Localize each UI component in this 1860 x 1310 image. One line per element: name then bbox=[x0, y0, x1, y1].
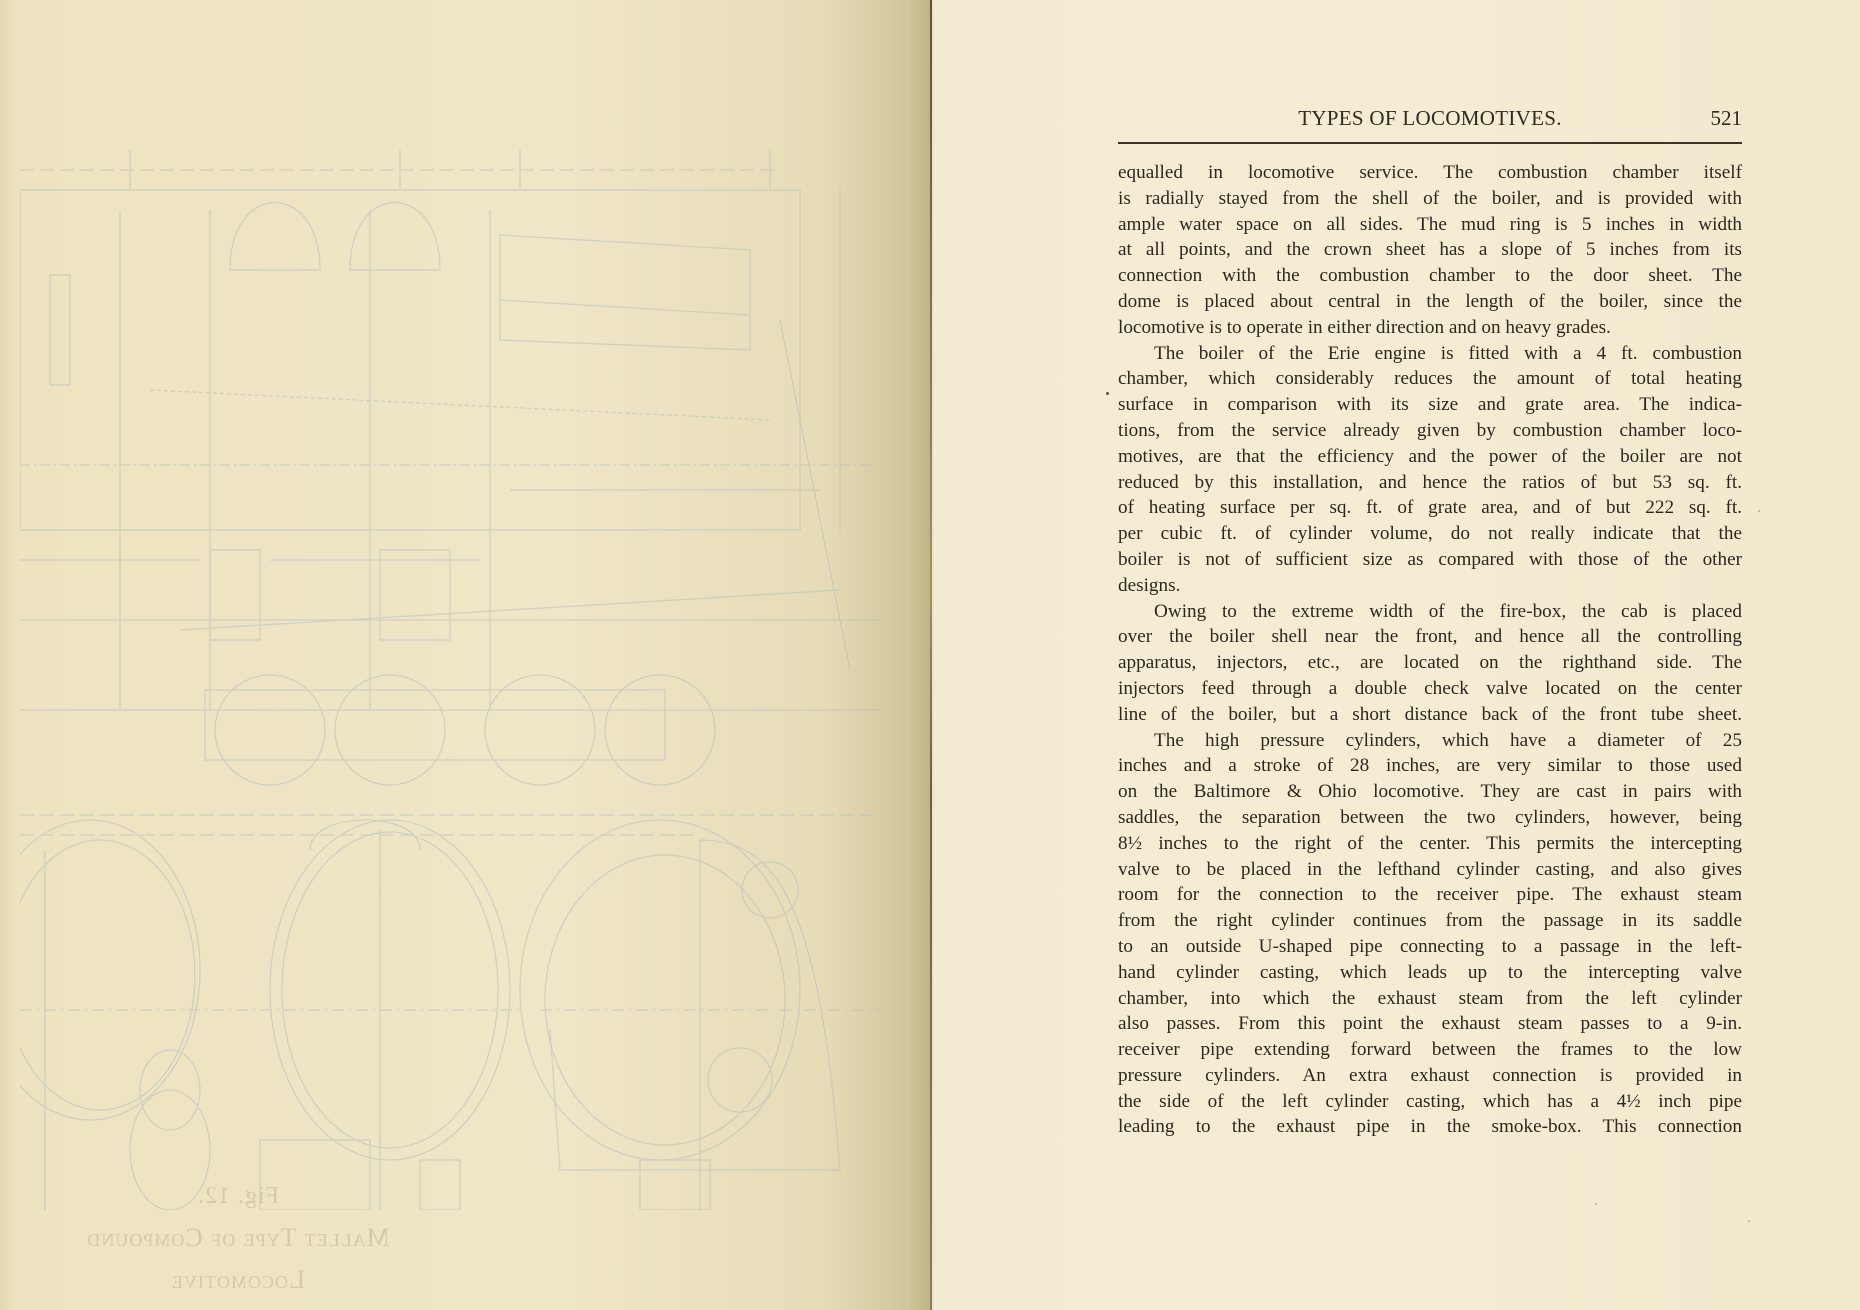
text-line: equalled in locomotive service. The combustion chamber itself bbox=[1118, 162, 1742, 183]
text-line: line of the boiler, but a short distance back of the front tube sheet. bbox=[1118, 703, 1742, 725]
text-line: chamber, which considerably reduces the amount of total heating bbox=[1118, 368, 1742, 390]
paragraph bbox=[1118, 599, 1742, 728]
text-line: over the boiler shell near the front, and hence all the controlling bbox=[1118, 626, 1742, 648]
text-line: to an outside U-shaped pipe connecting to a passage in the left- bbox=[1118, 935, 1742, 957]
text-line: 8½ inches to the right of the center. This permits the intercepting bbox=[1118, 832, 1742, 854]
text-line: injectors feed through a double check valve located on the center bbox=[1118, 677, 1742, 699]
text-line: on the Baltimore & Ohio locomotive. They are cast in pairs with bbox=[1118, 781, 1742, 803]
text-line: reduced by this installation, and hence the ratios of but 53 sq. ft. bbox=[1118, 471, 1742, 493]
bleed-figure-number: Fig. 12. bbox=[197, 1183, 280, 1209]
bleed-figure-title: Mallet Type of Compound Locomotive bbox=[86, 1223, 390, 1294]
text-line: saddles, the separation between the two cylinders, however, being bbox=[1118, 806, 1742, 828]
left-page-edge bbox=[0, 0, 14, 1310]
text-line: room for the connection to the receiver pipe. The exhaust steam bbox=[1118, 884, 1742, 906]
paper-speck bbox=[1595, 1203, 1597, 1205]
text-line: receiver pipe extending forward between the frames to the low bbox=[1118, 1039, 1742, 1061]
text-line: valve to be placed in the lefthand cylinder casting, and also gives bbox=[1118, 858, 1742, 880]
text-line: designs. bbox=[1118, 574, 1181, 596]
text-line: the side of the left cylinder casting, which has a 4½ inch pipe bbox=[1118, 1090, 1742, 1112]
text-line: inches and a stroke of 28 inches, are very similar to those used bbox=[1118, 755, 1742, 777]
paragraph bbox=[1118, 160, 1742, 341]
text-line: boiler is not of sufficient size as compared with those of the other bbox=[1118, 548, 1742, 570]
paper-speck bbox=[1748, 1220, 1750, 1222]
paragraph bbox=[1118, 728, 1742, 1141]
bleed-through-caption bbox=[28, 1175, 448, 1301]
text-line: Owing to the extreme width of the fire-box, the cab is placed bbox=[1154, 600, 1742, 622]
header-rule bbox=[1118, 142, 1742, 144]
text-line: per cubic ft. of cylinder volume, do not really indicate that the bbox=[1118, 523, 1742, 545]
text-line: connection with the combustion chamber to the door sheet. The bbox=[1118, 265, 1742, 287]
text-line: is radially stayed from the shell of the boiler, and is provided with bbox=[1118, 187, 1742, 209]
text-line: motives, are that the efficiency and the power of the boiler are not bbox=[1118, 445, 1742, 467]
text-line: The high pressure cylinders, which have a diameter of 25 bbox=[1154, 729, 1742, 751]
text-line: of heating surface per sq. ft. of grate area, and of but 222 sq. ft. bbox=[1118, 497, 1742, 519]
running-title: TYPES OF LOCOMOTIVES. bbox=[1298, 106, 1562, 130]
text-line: apparatus, injectors, etc., are located on the righthand side. The bbox=[1118, 652, 1742, 674]
text-line: from the right cylinder continues from the passage in its saddle bbox=[1118, 910, 1742, 932]
paper-speck bbox=[1758, 510, 1760, 512]
text-line: The boiler of the Erie engine is fitted with a 4 ft. combustion bbox=[1154, 342, 1742, 364]
text-line: also passes. From this point the exhaust steam passes to a 9-in. bbox=[1118, 1013, 1742, 1035]
text-line: pressure cylinders. An extra exhaust connection is provided in bbox=[1118, 1064, 1742, 1086]
text-line: leading to the exhaust pipe in the smoke-box. This connection bbox=[1118, 1116, 1742, 1138]
bleed-through-locomotive-plate bbox=[20, 150, 900, 1210]
text-line: surface in comparison with its size and grate area. The indica- bbox=[1118, 394, 1742, 416]
text-line: dome is placed about central in the length of the boiler, since the bbox=[1118, 290, 1742, 312]
text-line: ample water space on all sides. The mud ring is 5 inches in width bbox=[1118, 213, 1742, 235]
running-header bbox=[1118, 106, 1742, 136]
text-line: hand cylinder casting, which leads up to the intercepting valve bbox=[1118, 961, 1742, 983]
margin-mark bbox=[1106, 392, 1109, 395]
body-text-column bbox=[1118, 160, 1742, 1140]
paragraph bbox=[1118, 341, 1742, 599]
text-line: chamber, into which the exhaust steam from the left cylinder bbox=[1118, 987, 1742, 1009]
page-number: 521 bbox=[1710, 106, 1742, 130]
text-line: at all points, and the crown sheet has a slope of 5 inches from its bbox=[1118, 239, 1742, 261]
text-line: tions, from the service already given by combustion chamber loco- bbox=[1118, 419, 1742, 441]
text-line: locomotive is to operate in either direction and on heavy grades. bbox=[1118, 316, 1611, 338]
